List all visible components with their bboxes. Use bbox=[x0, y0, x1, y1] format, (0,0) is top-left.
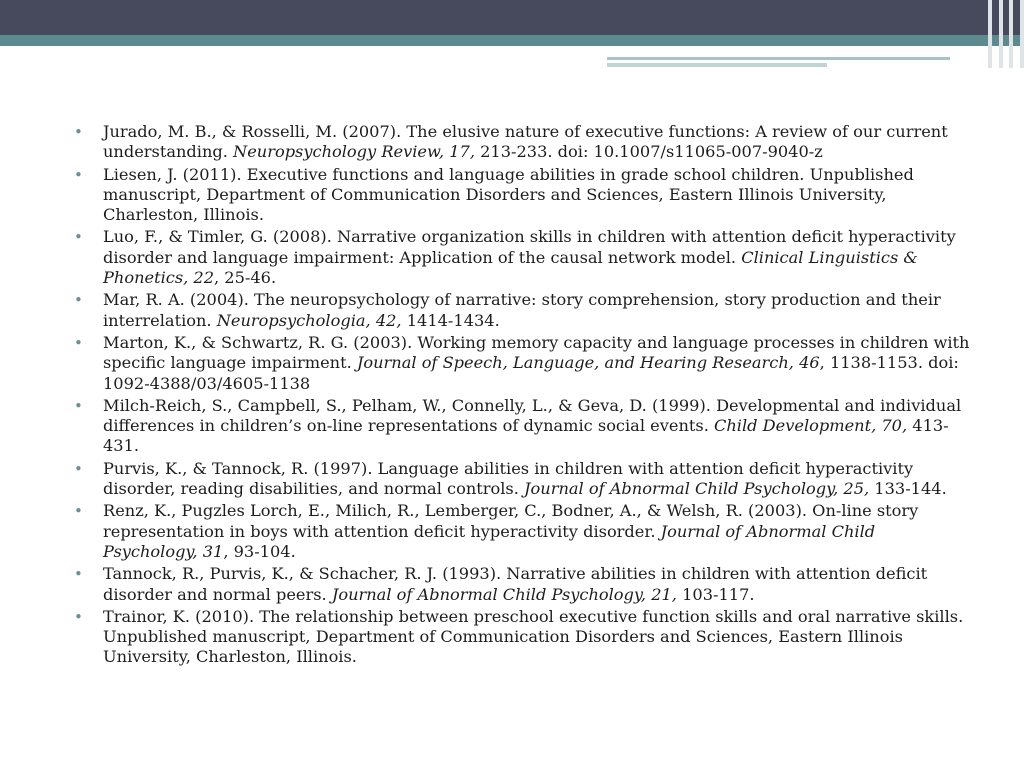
reference-item bbox=[72, 459, 972, 500]
reference-item bbox=[72, 333, 972, 394]
bullet-icon: • bbox=[74, 607, 83, 626]
bullet-icon: • bbox=[74, 396, 83, 415]
ref-source: Journal of Speech, Language, and Hearing Research, 46 bbox=[356, 353, 820, 373]
decor-stripe bbox=[1009, 0, 1013, 68]
reference-item bbox=[72, 165, 972, 226]
header-decor-stripes bbox=[988, 0, 1024, 68]
ref-source: Journal of Abnormal Child Psychology, 25, bbox=[524, 479, 870, 499]
reference-item bbox=[72, 564, 972, 605]
reference-item bbox=[72, 227, 972, 288]
reference-item bbox=[72, 290, 972, 331]
bullet-icon: • bbox=[74, 291, 83, 310]
header-decor-line bbox=[607, 57, 950, 60]
ref-source: Neuropsychologia, 42, bbox=[216, 310, 402, 330]
header-bar bbox=[0, 0, 1024, 35]
ref-source: Child Development, 70, bbox=[713, 416, 908, 436]
bullet-icon: • bbox=[74, 228, 83, 247]
reference-item bbox=[72, 501, 972, 562]
header-decor-line bbox=[607, 63, 827, 67]
ref-pages: 133-144. bbox=[869, 479, 947, 499]
reference-item bbox=[72, 396, 972, 457]
reference-item bbox=[72, 607, 972, 668]
ref-text: Trainor, K. (2010). The relationship between preschool executive function skills and oral narrative skills. Unpublished manuscript, Department of Communication Disorders and Sciences, Eastern Illinois University, Charleston, Illinois. bbox=[103, 606, 964, 667]
bullet-icon: • bbox=[74, 459, 83, 478]
ref-pages: , 93-104. bbox=[223, 541, 296, 561]
reference-list bbox=[72, 122, 972, 670]
ref-source: Neuropsychology Review, 17, bbox=[233, 142, 475, 162]
ref-pages: 103-117. bbox=[676, 584, 755, 604]
ref-text: Marton, K., & Schwartz, R. G. (2003). Working memory capacity and language processes in children with specific language impairment. bbox=[103, 332, 970, 373]
decor-stripe bbox=[1020, 0, 1024, 68]
ref-text: Purvis, K., & Tannock, R. (1997). Language abilities in children with attention deficit hyperactivity disorder, reading disabilities, and normal controls. bbox=[103, 458, 914, 499]
ref-pages: 213-233. doi: 10.1007/s11065-007-9040-z bbox=[474, 142, 823, 162]
ref-text: Mar, R. A. (2004). The neuropsychology of narrative: story comprehension, story production and their interrelation. bbox=[103, 290, 941, 330]
ref-text: Milch-Reich, S., Campbell, S., Pelham, W., Connelly, L., & Geva, D. (1999). Developmental and individual differences in children’s on-line representations of dynamic social events. bbox=[103, 395, 962, 436]
ref-text: Tannock, R., Purvis, K., & Schacher, R. J. (1993). Narrative abilities in children with attention deficit disorder and normal peers. bbox=[103, 564, 928, 604]
bullet-icon: • bbox=[74, 165, 83, 184]
ref-source: Journal of Abnormal Child Psychology, 31 bbox=[103, 521, 876, 561]
ref-pages: 413-431. bbox=[103, 416, 949, 456]
bullet-icon: • bbox=[74, 123, 83, 141]
ref-text: Renz, K., Pugzles Lorch, E., Milich, R., Lemberger, C., Bodner, A., & Welsh, R. (2003). On-line story representation in boys with attention deficit hyperactivity disorder. bbox=[103, 501, 919, 541]
ref-pages: , 1138-1153. doi: 1092-4388/03/4605-1138 bbox=[103, 353, 959, 393]
reference-item bbox=[72, 122, 972, 163]
decor-stripe bbox=[999, 0, 1003, 68]
ref-text: Liesen, J. (2011). Executive functions and language abilities in grade school children. Unpublished manuscript, Department of Communication Disorders and Sciences, Eastern Illinois University, Charleston, Illinois. bbox=[103, 164, 914, 225]
ref-pages: 1414-1434. bbox=[401, 310, 500, 330]
ref-pages: , 25-46. bbox=[214, 268, 277, 288]
decor-stripe bbox=[988, 0, 992, 68]
header-accent-bar bbox=[0, 35, 1024, 46]
bullet-icon: • bbox=[74, 333, 83, 352]
ref-text: Luo, F., & Timler, G. (2008). Narrative organization skills in children with attention deficit hyperactivity disorder and language impairment: Application of the causal network model. bbox=[103, 227, 956, 267]
ref-source: Journal of Abnormal Child Psychology, 21, bbox=[331, 584, 677, 604]
ref-source: Clinical Linguistics & Phonetics, 22 bbox=[103, 247, 918, 288]
ref-text: Jurado, M. B., & Rosselli, M. (2007). The elusive nature of executive functions: A review of our current understanding. bbox=[103, 122, 948, 162]
bullet-icon: • bbox=[74, 502, 83, 521]
bullet-icon: • bbox=[74, 565, 83, 584]
